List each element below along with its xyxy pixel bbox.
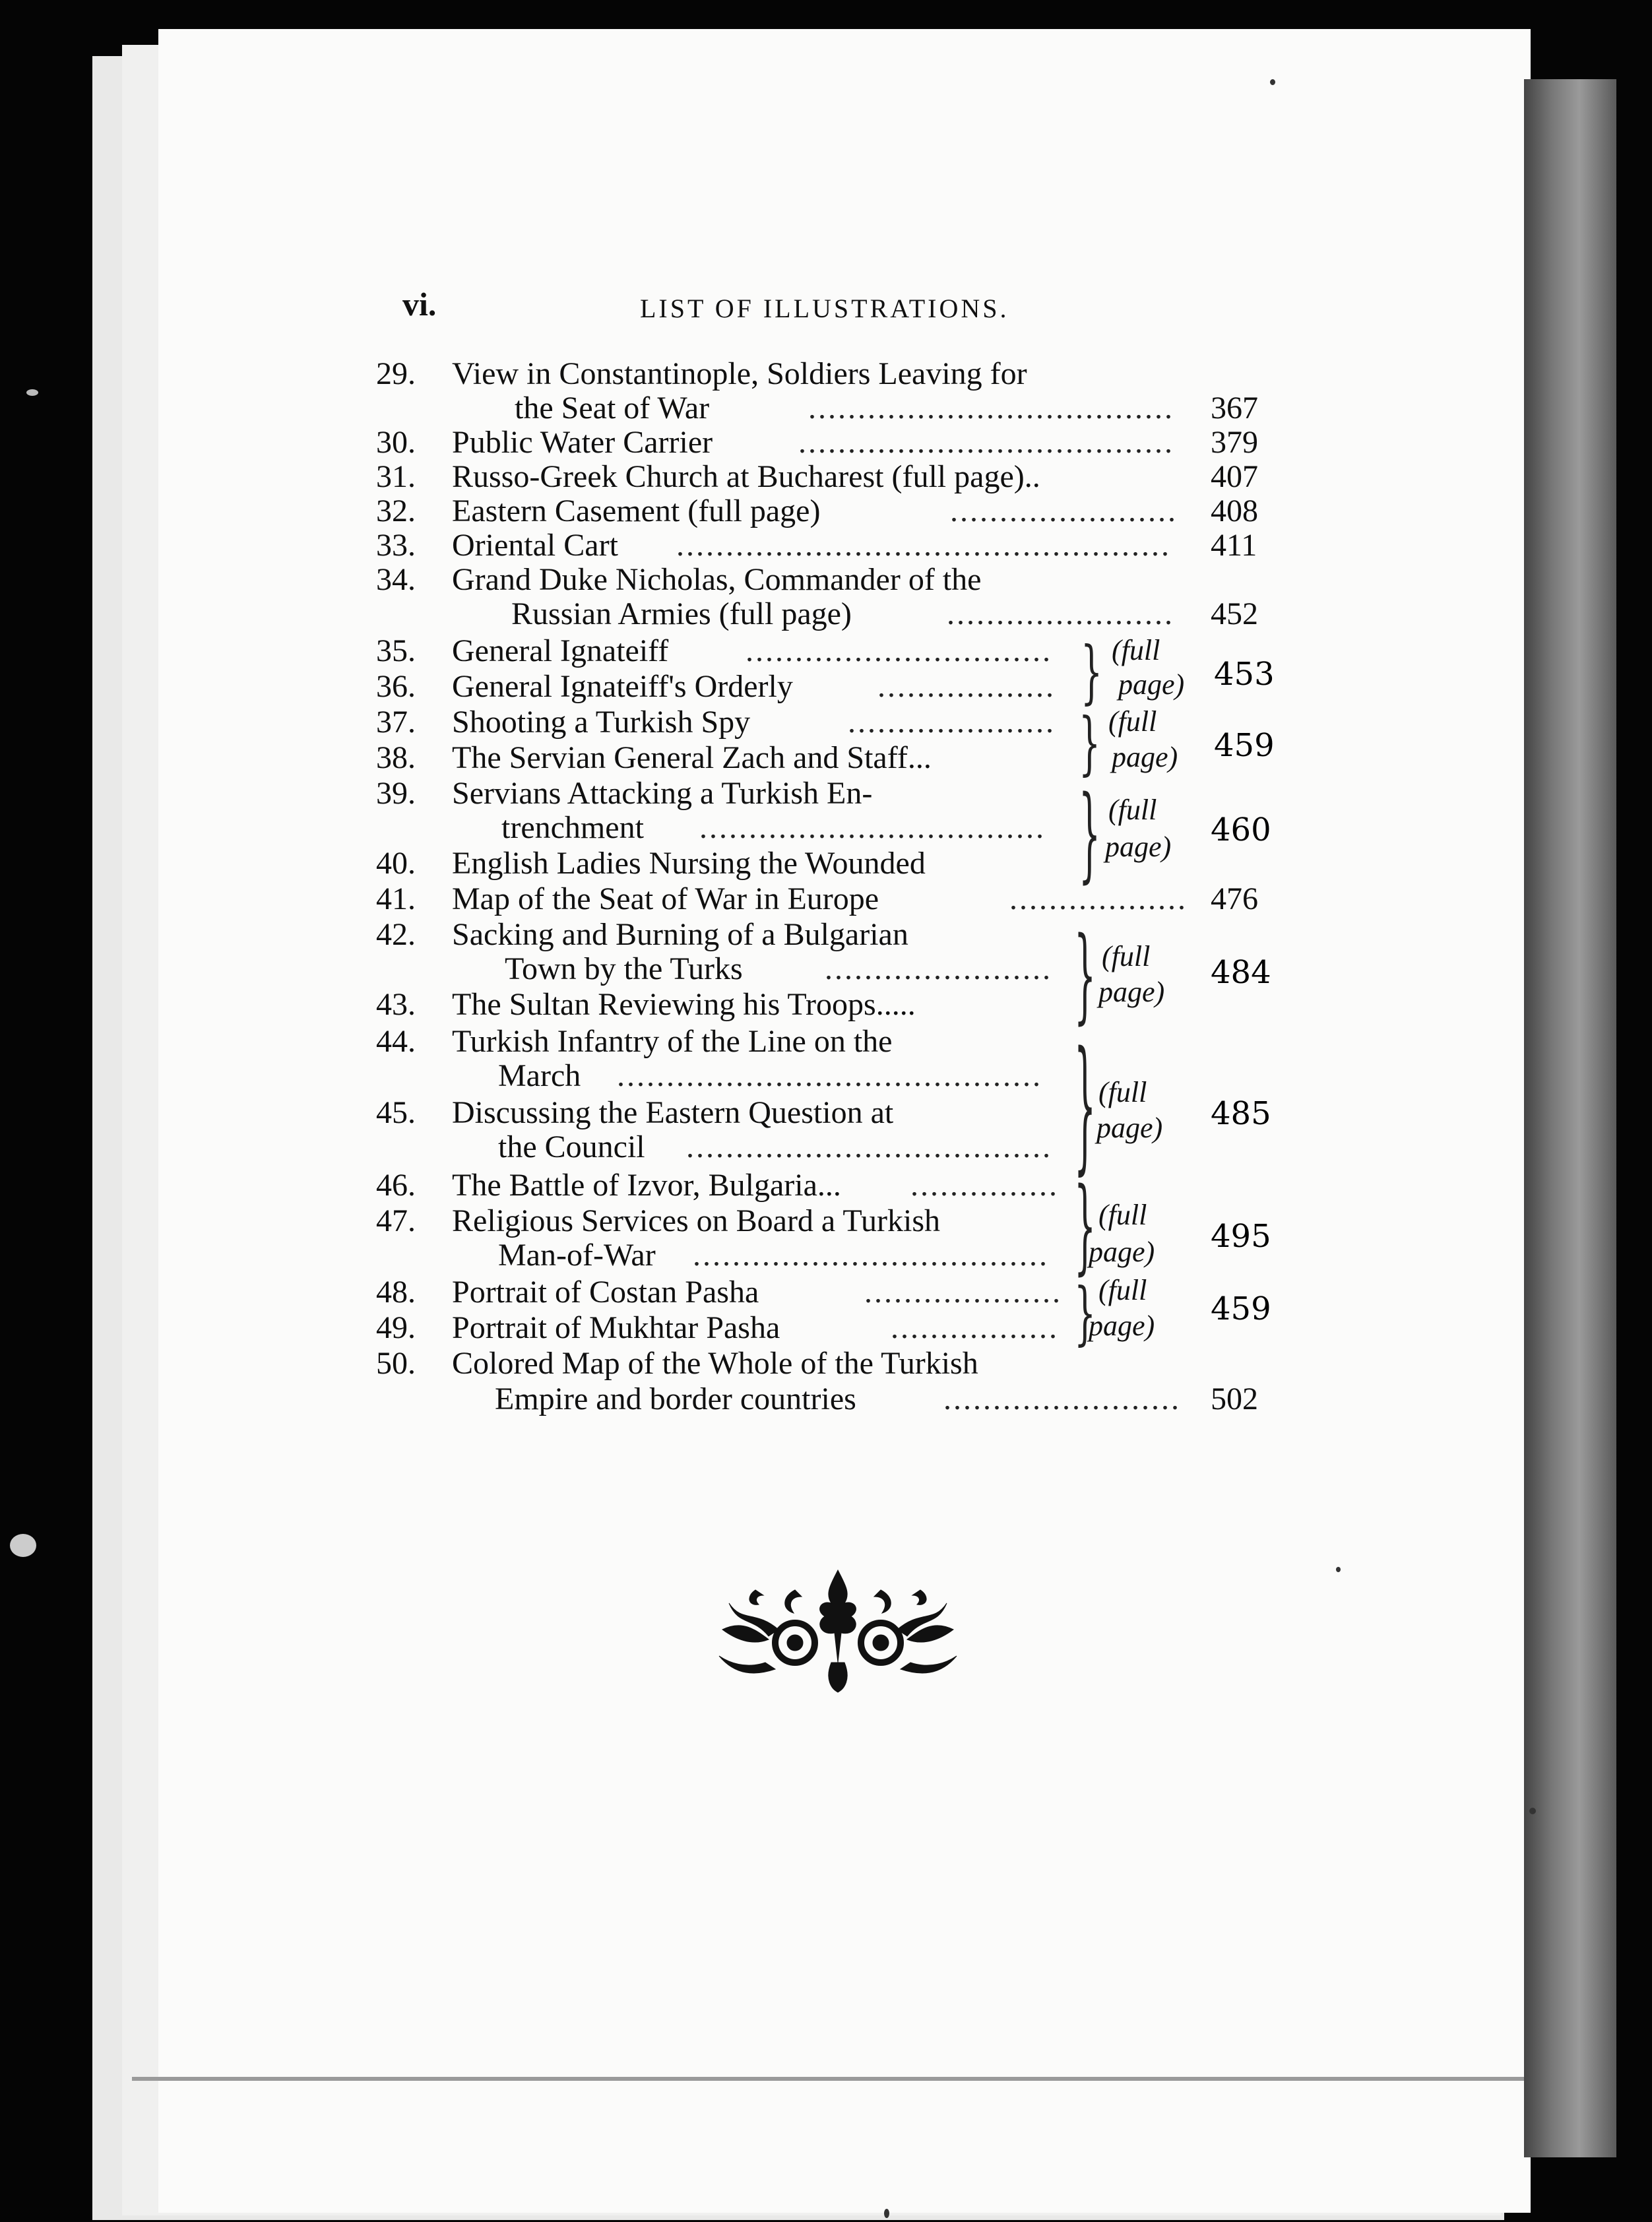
full-page-note: page) — [1112, 741, 1178, 773]
group-page-number: 453 — [1214, 656, 1275, 693]
group-brace: } — [1074, 1275, 1096, 1354]
entry-title: March — [498, 1058, 581, 1093]
page-number: 452 — [1211, 596, 1258, 631]
running-title: LIST OF ILLUSTRATIONS. — [640, 294, 1009, 323]
dot-leader: ...................................... — [798, 425, 1174, 460]
entry-title: Portrait of Costan Pasha — [452, 1275, 759, 1310]
dot-leader: ....................... — [947, 596, 1174, 631]
full-page-note: (full — [1098, 1274, 1147, 1306]
entry-number: 48. — [376, 1275, 416, 1310]
dot-leader: ................................... — [699, 810, 1046, 845]
entry-title: the Seat of War — [515, 391, 710, 426]
scan-mark — [10, 1534, 36, 1557]
full-page-note: page) — [1098, 976, 1165, 1008]
dot-leader: ....................... — [950, 493, 1178, 528]
entry-title: Russian Armies (full page) — [511, 596, 852, 631]
dot-leader: .................. — [1009, 881, 1188, 916]
entry-title: Russo-Greek Church at Bucharest (full page).. — [452, 459, 1040, 494]
entry-title: Public Water Carrier — [452, 425, 713, 460]
entry-title: Grand Duke Nicholas, Commander of the — [452, 562, 982, 597]
entry-number: 45. — [376, 1095, 416, 1130]
entry-number: 33. — [376, 528, 416, 563]
dot-leader: .................... — [864, 1275, 1062, 1310]
entry-title: Portrait of Mukhtar Pasha — [452, 1310, 780, 1345]
entry-number: 41. — [376, 881, 416, 916]
entry-title: Oriental Cart — [452, 528, 618, 563]
entry-number: 37. — [376, 705, 416, 740]
dot-leader: ........................ — [943, 1381, 1181, 1416]
full-page-note: page) — [1105, 831, 1172, 863]
full-page-note: page) — [1118, 668, 1185, 701]
dot-leader: ............................... — [746, 633, 1052, 668]
group-page-number: 484 — [1211, 954, 1271, 991]
page-number: 407 — [1211, 459, 1258, 494]
full-page-note: page) — [1089, 1310, 1155, 1342]
entry-number: 44. — [376, 1024, 416, 1059]
dot-leader: ..................................... — [808, 391, 1174, 426]
group-page-number: 459 — [1211, 1290, 1271, 1327]
dot-leader: ................. — [891, 1310, 1059, 1345]
scan-mark — [26, 389, 38, 396]
page-number: 379 — [1211, 425, 1258, 460]
entry-number: 31. — [376, 459, 416, 494]
entry-title: The Battle of Izvor, Bulgaria... — [452, 1168, 841, 1203]
paper-speck — [1529, 1808, 1536, 1814]
entry-title: English Ladies Nursing the Wounded — [452, 846, 926, 881]
entry-number: 50. — [376, 1346, 416, 1381]
entry-title: The Sultan Reviewing his Troops..... — [452, 987, 916, 1022]
entry-number: 43. — [376, 987, 416, 1022]
group-page-number: 459 — [1214, 727, 1275, 764]
entry-title: General Ignateiff's Orderly — [452, 669, 793, 704]
dot-leader: ..................................... — [686, 1129, 1052, 1164]
entry-title: View in Constantinople, Soldiers Leaving for — [452, 356, 1027, 391]
entry-title: General Ignateiff — [452, 633, 669, 668]
entry-number: 49. — [376, 1310, 416, 1345]
group-brace: } — [1079, 705, 1101, 784]
group-brace: } — [1081, 633, 1103, 713]
entry-title: Eastern Casement (full page) — [452, 493, 821, 528]
page-header — [402, 285, 1227, 338]
entry-title: Shooting a Turkish Spy — [452, 705, 751, 740]
full-page-note: (full — [1112, 634, 1160, 666]
group-brace: } — [1079, 776, 1101, 895]
entry-number: 46. — [376, 1168, 416, 1203]
full-page-note: (full — [1108, 705, 1157, 738]
full-page-note: page) — [1096, 1112, 1163, 1144]
entry-number: 32. — [376, 493, 416, 528]
entry-title: Servians Attacking a Turkish En- — [452, 776, 873, 811]
page-number: 476 — [1211, 881, 1258, 916]
page-number: 367 — [1211, 391, 1258, 426]
full-page-note: (full — [1098, 1076, 1147, 1108]
page-number: 411 — [1211, 528, 1257, 563]
group-brace: } — [1074, 917, 1096, 1036]
group-page-number: 485 — [1211, 1095, 1271, 1132]
entry-number: 40. — [376, 846, 416, 881]
entry-number: 38. — [376, 740, 416, 775]
entry-title: trenchment — [501, 810, 644, 845]
dot-leader: .................................................. — [676, 528, 1171, 563]
page-bottom-edge — [132, 2077, 1524, 2081]
entry-number: 30. — [376, 425, 416, 460]
entry-title: Man-of-War — [498, 1238, 656, 1273]
entry-title: Religious Services on Board a Turkish — [452, 1203, 940, 1238]
entry-number: 42. — [376, 917, 416, 952]
entry-number: 47. — [376, 1203, 416, 1238]
group-brace: } — [1074, 1168, 1096, 1286]
group-page-number: 495 — [1211, 1218, 1271, 1255]
dot-leader: ........................................... — [617, 1058, 1042, 1093]
paper-speck — [884, 2209, 889, 2218]
dot-leader: ............... — [910, 1168, 1059, 1203]
entry-title: The Servian General Zach and Staff... — [452, 740, 932, 775]
entry-title: Colored Map of the Whole of the Turkish — [452, 1346, 978, 1381]
entry-title: Empire and border countries — [495, 1381, 856, 1416]
entry-title: Turkish Infantry of the Line on the — [452, 1024, 893, 1059]
entry-title: Map of the Seat of War in Europe — [452, 881, 879, 916]
entry-title: the Council — [498, 1129, 645, 1164]
entry-title: Sacking and Burning of a Bulgarian — [452, 917, 908, 952]
full-page-note: (full — [1098, 1199, 1147, 1231]
dot-leader: .................................... — [693, 1238, 1049, 1273]
entry-number: 29. — [376, 356, 416, 391]
dot-leader: ....................... — [825, 951, 1052, 986]
floral-tailpiece-icon — [716, 1564, 960, 1696]
page-number: 502 — [1211, 1381, 1258, 1416]
page-number: 408 — [1211, 493, 1258, 528]
full-page-note: page) — [1089, 1236, 1155, 1268]
group-brace: } — [1074, 1024, 1096, 1190]
entry-number: 35. — [376, 633, 416, 668]
entry-title: Town by the Turks — [505, 951, 743, 986]
facing-page-shadow — [1524, 79, 1616, 2157]
paper-speck — [1270, 79, 1275, 85]
full-page-note: (full — [1102, 940, 1151, 972]
entry-number: 36. — [376, 669, 416, 704]
folio: vi. — [402, 286, 437, 323]
group-page-number: 460 — [1211, 811, 1271, 848]
full-page-note: (full — [1108, 794, 1157, 826]
entry-title: Discussing the Eastern Question at — [452, 1095, 894, 1130]
dot-leader: ..................... — [848, 705, 1056, 740]
dot-leader: .................. — [877, 669, 1056, 704]
paper-speck — [1336, 1567, 1341, 1572]
entry-number: 34. — [376, 562, 416, 597]
entry-number: 39. — [376, 776, 416, 811]
